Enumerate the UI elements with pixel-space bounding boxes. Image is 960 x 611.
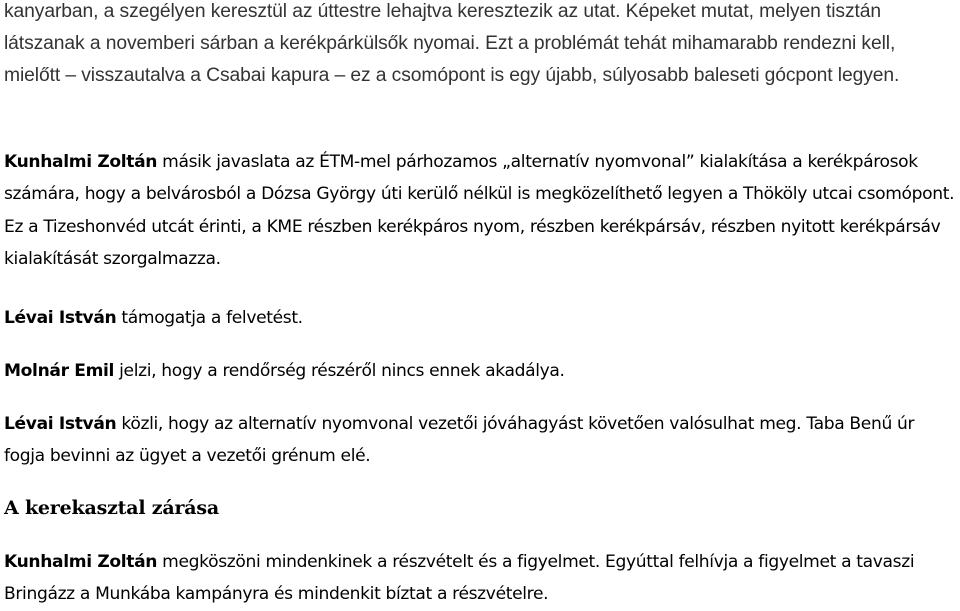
paragraph-kunhalmi-proposal	[4, 146, 958, 276]
paragraph-text: közli, hogy az alternatív nyomvonal vezetői jóváhagyást követően valósulhat meg. Taba Benű úr fogja bevinni az ügyet a vezetői grénum elé.	[4, 414, 915, 467]
speaker-name: Kunhalmi Zoltán	[4, 552, 158, 572]
intro-paragraph: kanyarban, a szegélyen keresztül az úttestre lehajtva keresztezik az utat. Képeket mutat, melyen tisztán látszanak a novemberi sárban a kerékpárkülsők nyomai. Ezt a problémát tehát mihamarabb rendezni kell, mielőtt – visszautalva a Csabai kapura – ez a csomópont is egy újabb, súlyosabb baleseti gócpont legyen.	[4, 1, 900, 86]
section-heading: A kerekasztal zárása	[4, 497, 220, 519]
paragraph-text: támogatja a felvetést.	[116, 308, 303, 328]
paragraph-text: másik javaslata az ÉTM-mel párhozamos „alternatív nyomvonal” kialakítása a kerékpárosok számára, hogy a belvárosból a Dózsa György úti kerülő nélkül is megközelíthető legyen a Thököly utcai csomópont. Ez a Tizeshonvéd utcát érinti, a KME részben kerékpáros nyom, részben kerékpársáv, részben nyitott kerékpársáv kialakítását szorgalmazza.	[4, 152, 955, 270]
paragraph-closing	[4, 546, 958, 611]
speaker-name: Lévai István	[4, 414, 117, 434]
speaker-name: Kunhalmi Zoltán	[4, 152, 158, 172]
speaker-name: Lévai István	[4, 308, 117, 328]
paragraph-molnar-police	[4, 355, 565, 387]
paragraph-levai-support	[4, 302, 303, 334]
paragraph-levai-approval	[4, 408, 958, 473]
speaker-name: Molnár Emil	[4, 361, 115, 381]
paragraph-text: jelzi, hogy a rendőrség részéről nincs ennek akadálya.	[114, 361, 565, 381]
paragraph-text: megköszöni mindenkinek a részvételt és a figyelmet. Egyúttal felhívja a figyelmet a tavaszi Bringázz a Munkába kampányra és mindenkit bíztat a részvételre.	[4, 552, 915, 605]
